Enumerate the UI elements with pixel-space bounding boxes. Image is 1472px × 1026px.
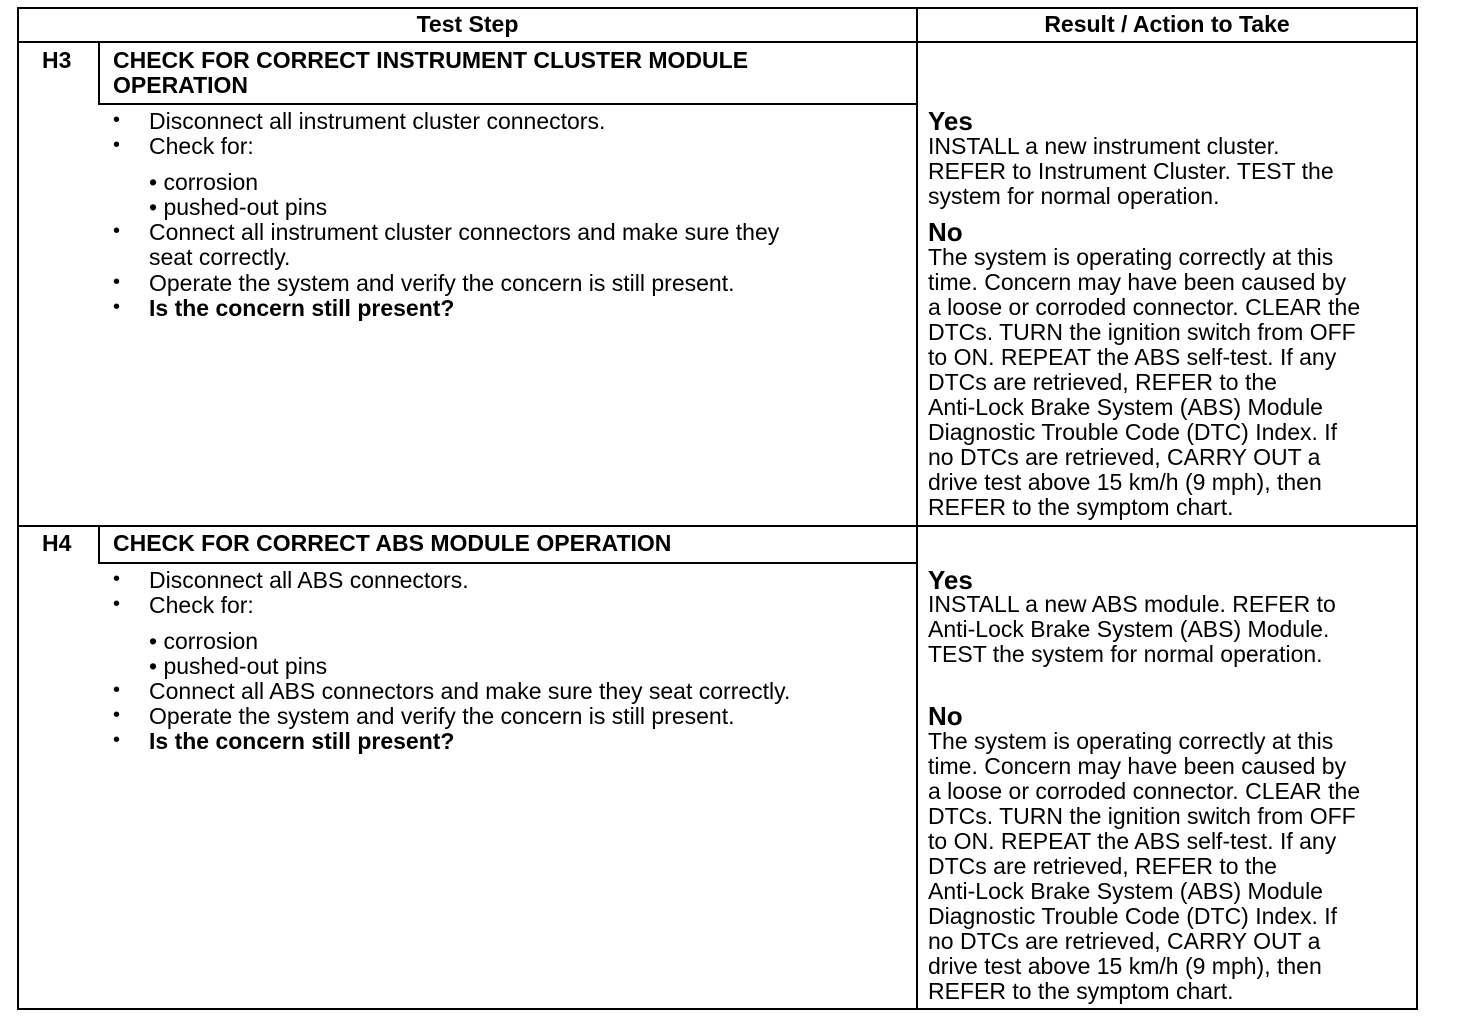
sub-item: • corrosion [149,628,259,654]
no-label: No [928,701,963,731]
list-item: Operate the system and verify the concern is still present. [149,703,735,729]
step-id: H4 [42,530,72,556]
bullet-icon: • [113,704,121,726]
yes-action: INSTALL a new instrument cluster. REFER to Instrument Cluster. TEST the system for normal operation. [928,133,1334,209]
no-action: The system is operating correctly at this time. Concern may have been caused by a loose or corroded connector. CLEAR the DTCs. TURN the ignition switch from OFF to ON. REPEAT the ABS self-test. If any DTCs are retrieved, REFER to the Anti-Lock Brake System (ABS) Module Diagnostic Trouble Code (DTC) Index. If no DTCs are retrieved, CARRY OUT a drive test above 15 km/h (9 mph), then REFER to the symptom chart. [928,244,1361,520]
list-item: Check for: [149,133,254,159]
h4-title-divider [98,562,918,564]
step-title: OPERATION [113,72,249,98]
bullet-icon: • [113,220,121,242]
no-action: The system is operating correctly at this time. Concern may have been caused by a loose or corroded connector. CLEAR the DTCs. TURN the ignition switch from OFF to ON. REPEAT the ABS self-test. If any DTCs are retrieved, REFER to the Anti-Lock Brake System (ABS) Module Diagnostic Trouble Code (DTC) Index. If no DTCs are retrieved, CARRY OUT a drive test above 15 km/h (9 mph), then REFER to the symptom chart. [928,728,1361,1004]
list-item: Disconnect all instrument cluster connectors. [149,108,606,134]
sub-item-text: pushed-out pins [163,653,328,679]
list-item: Disconnect all ABS connectors. [149,567,469,593]
header-result-action: Result / Action to Take [1044,11,1290,37]
bullet-icon: • [113,134,121,156]
h4-id-divider [98,525,100,563]
bullet-icon: • [113,296,121,318]
header-divider [17,41,1418,43]
list-item-continued: seat correctly. [149,244,291,270]
sub-item-text: corrosion [163,628,259,654]
header-test-step: Test Step [416,11,519,37]
step-id: H3 [42,47,72,73]
no-label: No [928,217,963,247]
bullet-icon: • [113,568,121,590]
h3-title-divider [98,103,918,105]
step-title: CHECK FOR CORRECT ABS MODULE OPERATION [113,530,672,556]
sub-item: • pushed-out pins [149,653,328,679]
step-title: CHECK FOR CORRECT INSTRUMENT CLUSTER MODULE [113,47,749,73]
yes-label: Yes [928,106,973,136]
yes-label: Yes [928,565,973,595]
bullet-icon: • [113,679,121,701]
list-item: Connect all ABS connectors and make sure they seat correctly. [149,678,791,704]
bullet-icon: • [113,271,121,293]
bullet-icon: • [113,109,121,131]
question: Is the concern still present? [149,728,455,754]
question: Is the concern still present? [149,295,455,321]
sub-item: • corrosion [149,169,259,195]
row-divider [17,525,1418,527]
sub-item-text: corrosion [163,169,259,195]
bullet-icon: • [113,729,121,751]
h3-id-divider [98,41,100,104]
yes-action: INSTALL a new ABS module. REFER to Anti-Lock Brake System (ABS) Module. TEST the system for normal operation. [928,591,1336,667]
list-item: Operate the system and verify the concern is still present. [149,270,735,296]
list-item: Connect all instrument cluster connectors and make sure they [149,219,780,245]
column-divider [916,7,918,1010]
sub-item: • pushed-out pins [149,194,328,220]
list-item: Check for: [149,592,254,618]
sub-item-text: pushed-out pins [163,194,328,220]
bullet-icon: • [113,593,121,615]
